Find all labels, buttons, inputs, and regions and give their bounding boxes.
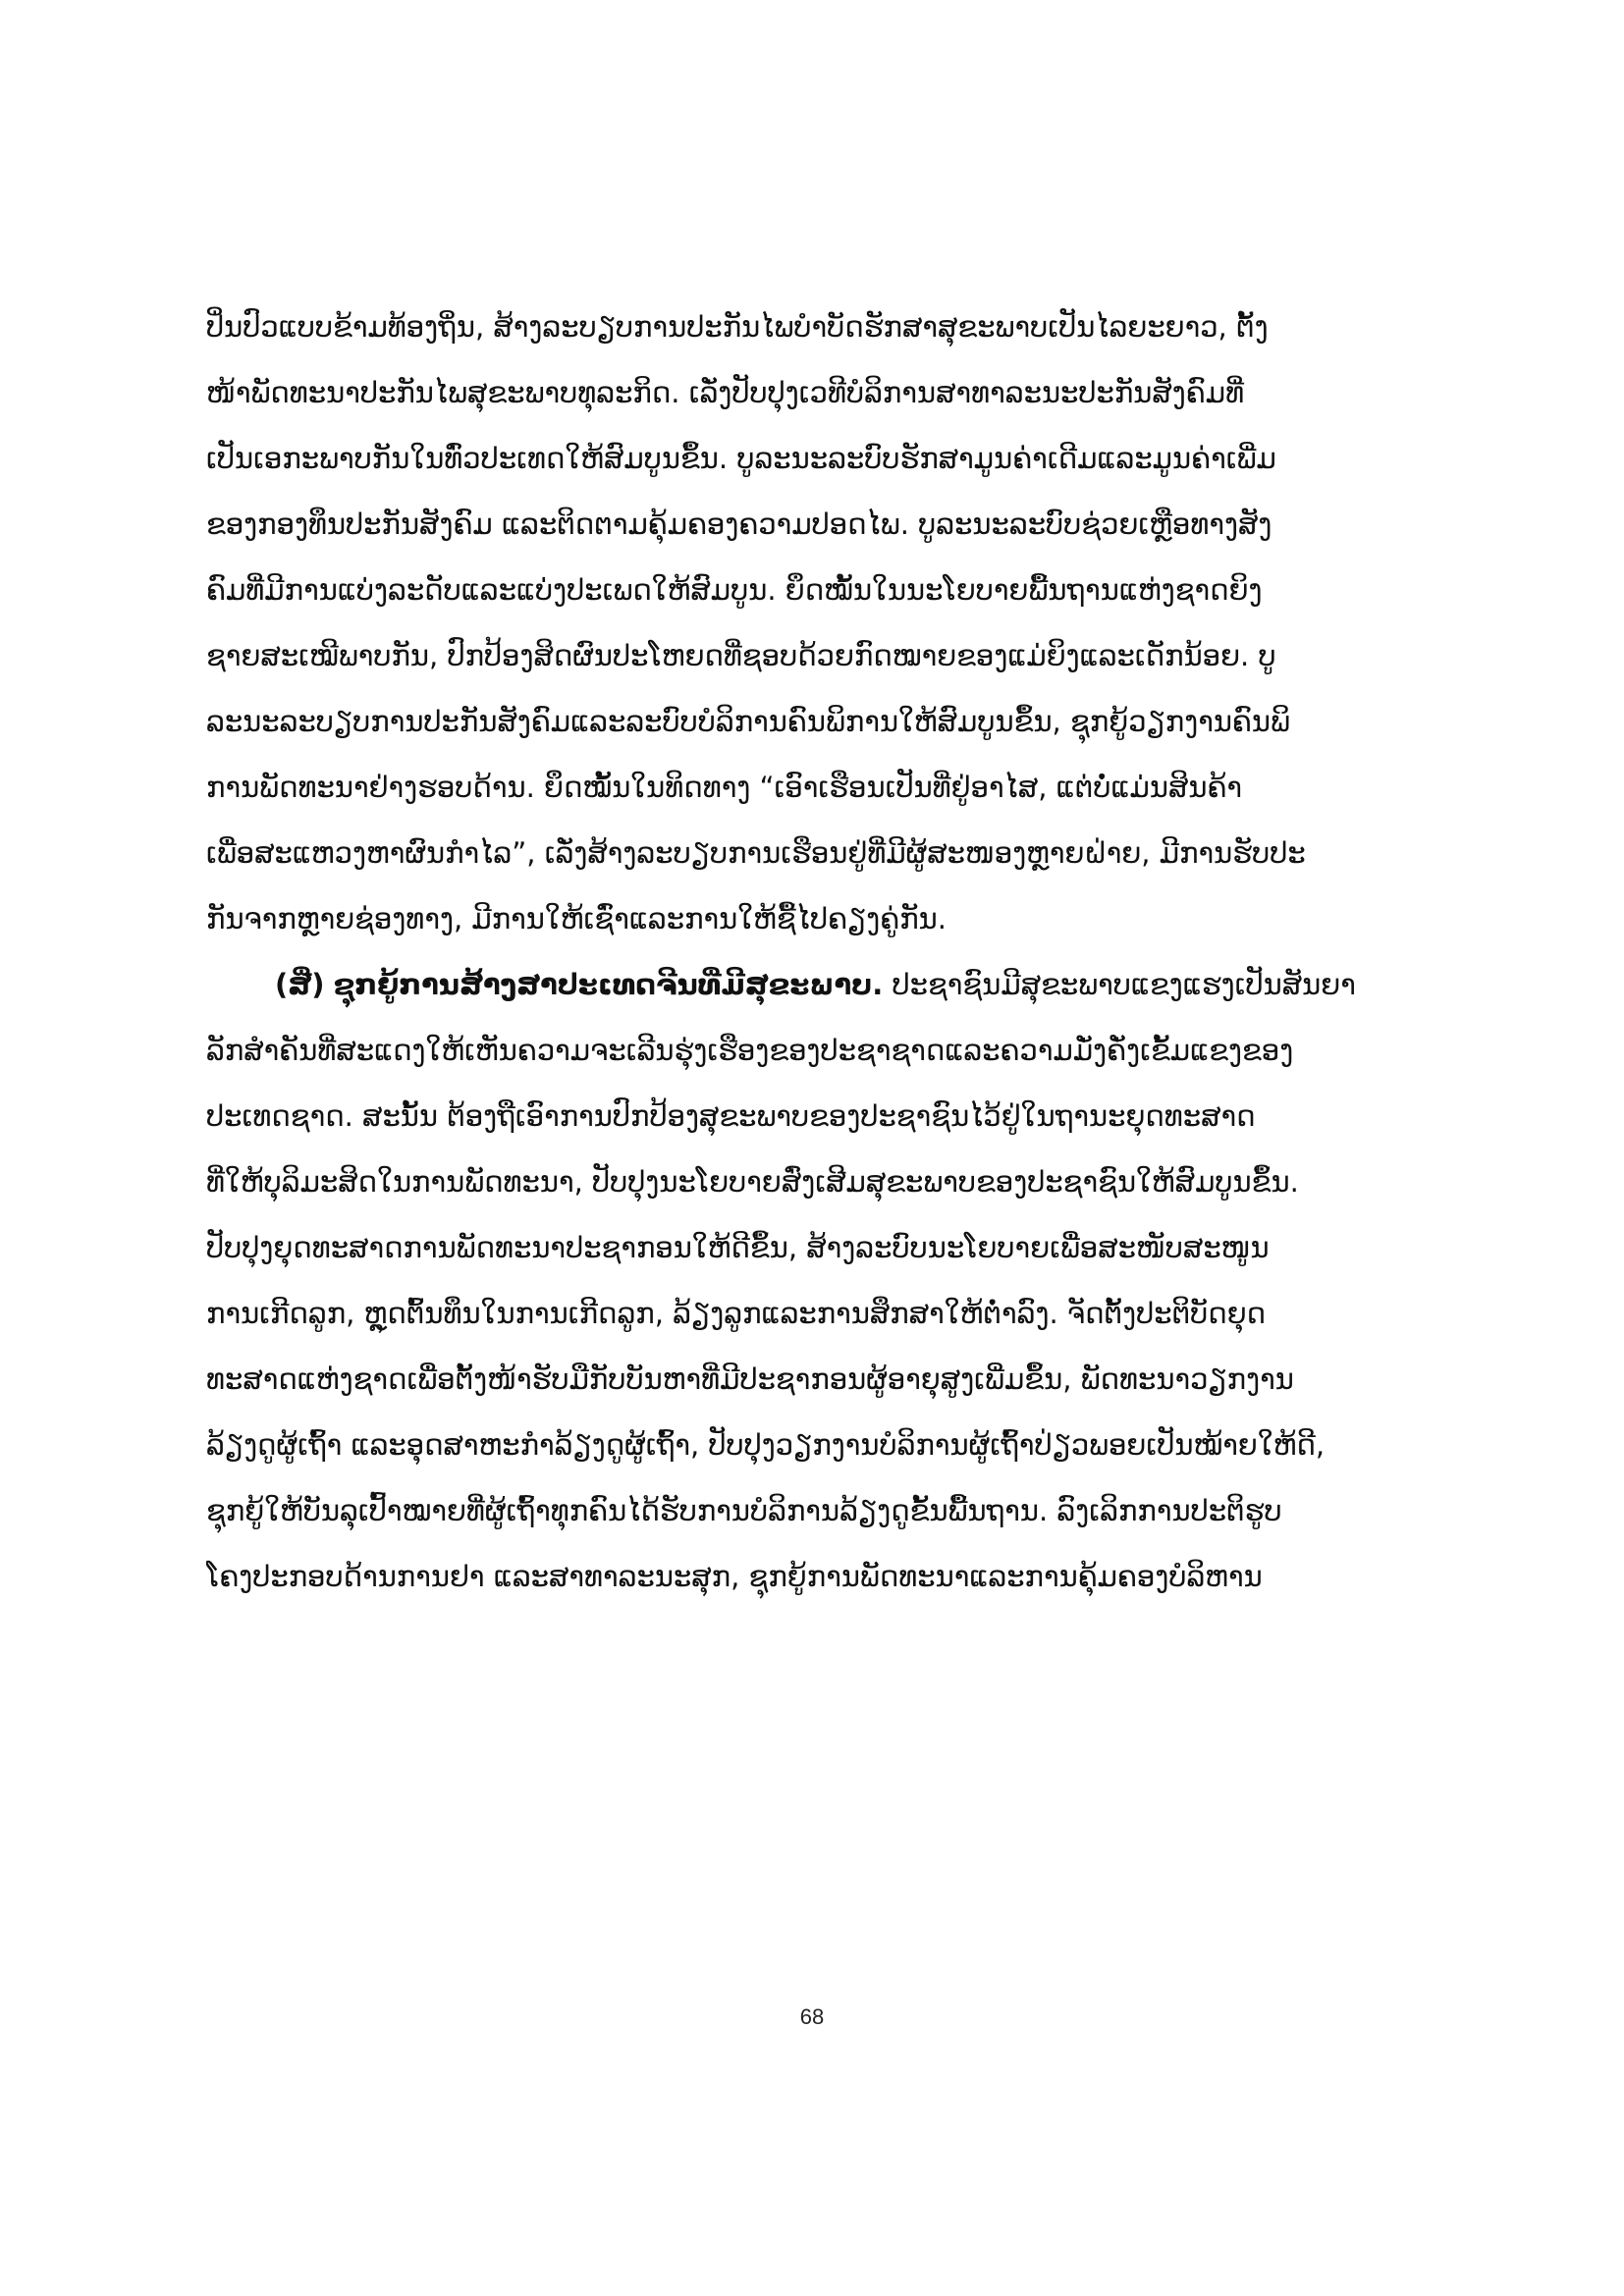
page-number: 68 bbox=[799, 2004, 825, 2029]
text-line: ຂອງກອງທຶນປະກັນສັງຄົມ ແລະຕິດຕາມຄຸ້ມຄອງຄວາມປອດໄພ. ບູລະນະລະບົບຊ່ວຍເຫຼືອທາງສັງ bbox=[206, 507, 1272, 541]
text-line: ເປັນເອກະພາບກັນໃນທົ່ວປະເທດໃຫ້ສົມບູນຂຶ້ນ. ບູລະນະລະບົບຮັກສາມູນຄ່າເດີມແລະມູນຄ່າເພີ່ມ bbox=[206, 442, 1276, 475]
text-line: ທະສາດແຫ່ງຊາດເພື່ອຕັ້ງໜ້າຮັບມືກັບບັນຫາທີ່ມີປະຊາກອນຜູ້ອາຍຸສູງເພີ່ມຂຶ້ນ, ພັດທະນາວຽກງານ bbox=[206, 1362, 1294, 1396]
text-line: ທີ່ໃຫ້ບຸລິມະສິດໃນການພັດທະນາ, ປັບປຸງນະໂຍບາຍສົ່ງເສີມສຸຂະພາບຂອງປະຊາຊົນໃຫ້ສົມບູນຂຶ້ນ. bbox=[206, 1165, 1299, 1199]
text-line: ການພັດທະນາຢ່າງຮອບດ້ານ. ຍຶດໝັ້ນໃນທິດທາງ “ເອົາເຮືອນເປັນທີ່ຢູ່ອາໄສ, ແຕ່ບໍ່ແມ່ນສິນຄ້າ bbox=[206, 771, 1243, 804]
section-title: ຊຸກຍູ້ການສ້າງສາປະເທດຈີນທີ່ມີສຸຂະພາບ. bbox=[333, 968, 884, 1001]
text-line: ປັບປຸງຍຸດທະສາດການພັດທະນາປະຊາກອນໃຫ້ດີຂຶ້ນ, ສ້າງລະບົບນະໂຍບາຍເພື່ອສະໜັບສະໜູນ bbox=[206, 1231, 1270, 1264]
section-heading-line bbox=[206, 952, 1424, 1018]
text-line: ກັນຈາກຫຼາຍຊ່ອງທາງ, ມີການໃຫ້ເຊົ່າແລະການໃຫ້ຊື້ໄປຄຽງຄູ່ກັນ. bbox=[206, 902, 947, 935]
text-line: ລັກສຳຄັນທີ່ສະແດງໃຫ້ເຫັນຄວາມຈະເລີນຮຸ່ງເຮືອງຂອງປະຊາຊາດແລະຄວາມມັ່ງຄັ່ງເຂັ້ມແຂງຂອງ bbox=[206, 1034, 1294, 1067]
text-line: ລ້ຽງດູຜູ້ເຖົ້າ ແລະອຸດສາຫະກຳລ້ຽງດູຜູ້ເຖົ້າ, ປັບປຸງວຽກງານບໍລິການຜູ້ເຖົ້າປ່ຽວພອຍເປັນໝ້າຍໃຫ້ດີ, bbox=[206, 1428, 1326, 1462]
text-line: ຊຸກຍູ້ໃຫ້ບັນລຸເປົ້າໝາຍທີ່ຜູ້ເຖົ້າທຸກຄົນໄດ້ຮັບການບໍລິການລ້ຽງດູຂັ້ນພື້ນຖານ. ລົງເລິກການປະຕິຮູບ bbox=[206, 1494, 1282, 1527]
text-line: ລະນະລະບຽບການປະກັນສັງຄົມແລະລະບົບບໍລິການຄົນພິການໃຫ້ສົມບູນຂຶ້ນ, ຊຸກຍູ້ວຽກງານຄົນພິ bbox=[206, 705, 1290, 738]
text-line: ຄົມທີ່ມີການແບ່ງລະດັບແລະແບ່ງປະເພດໃຫ້ສົມບູນ. ຍຶດໝັ້ນໃນນະໂຍບາຍພື້ນຖານແຫ່ງຊາດຍິງ bbox=[206, 573, 1263, 607]
text-line: ການເກີດລູກ, ຫຼຸດຕົ້ນທຶນໃນການເກີດລູກ, ລ້ຽງລູກແລະການສຶກສາໃຫ້ຕ່ຳລົງ. ຈັດຕັ້ງປະຕິບັດຍຸດ bbox=[206, 1297, 1267, 1330]
section-first-line-text: ປະຊາຊົນມີສຸຂະພາບແຂງແຮງເປັນສັນຍາ bbox=[892, 968, 1356, 1001]
text-line: ໜ້າພັດທະນາປະກັນໄພສຸຂະພາບທຸລະກິດ. ເລັ່ງປັບປຸງເວທີບໍລິການສາທາລະນະປະກັນສັງຄົມທີ່ bbox=[206, 376, 1245, 409]
text-line: ຊາຍສະເໝີພາບກັນ, ປົກປ້ອງສິດຜົນປະໂຫຍດທີ່ຊອບດ້ວຍກົດໝາຍຂອງແມ່ຍິງແລະເດັກນ້ອຍ. ບູ bbox=[206, 639, 1276, 672]
section-number: (ສີ່) bbox=[275, 968, 325, 1001]
body-text bbox=[206, 294, 1424, 1610]
text-line: ປະເທດຊາດ. ສະນັ້ນ ຕ້ອງຖືເອົາການປົກປ້ອງສຸຂະພາບຂອງປະຊາຊົນໄວ້ຢູ່ໃນຖານະຍຸດທະສາດ bbox=[206, 1099, 1256, 1133]
text-line: ໂຄງປະກອບດ້ານການຢາ ແລະສາທາລະນະສຸກ, ຊຸກຍູ້ການພັດທະນາແລະການຄຸ້ມຄອງບໍລິຫານ bbox=[206, 1560, 1263, 1593]
text-line: ປິ່ນປົວແບບຂ້າມທ້ອງຖິ່ນ, ສ້າງລະບຽບການປະກັນໄພບຳບັດຮັກສາສຸຂະພາບເປັນໄລຍະຍາວ, ຕັ້ງ bbox=[206, 310, 1269, 344]
text-line: ເພື່ອສະແຫວງຫາຜົນກຳໄລ”, ເລັ່ງສ້າງລະບຽບການເຮືອນຢູ່ທີ່ມີຜູ້ສະໜອງຫຼາຍຝ່າຍ, ມີການຮັບປະ bbox=[206, 836, 1306, 870]
